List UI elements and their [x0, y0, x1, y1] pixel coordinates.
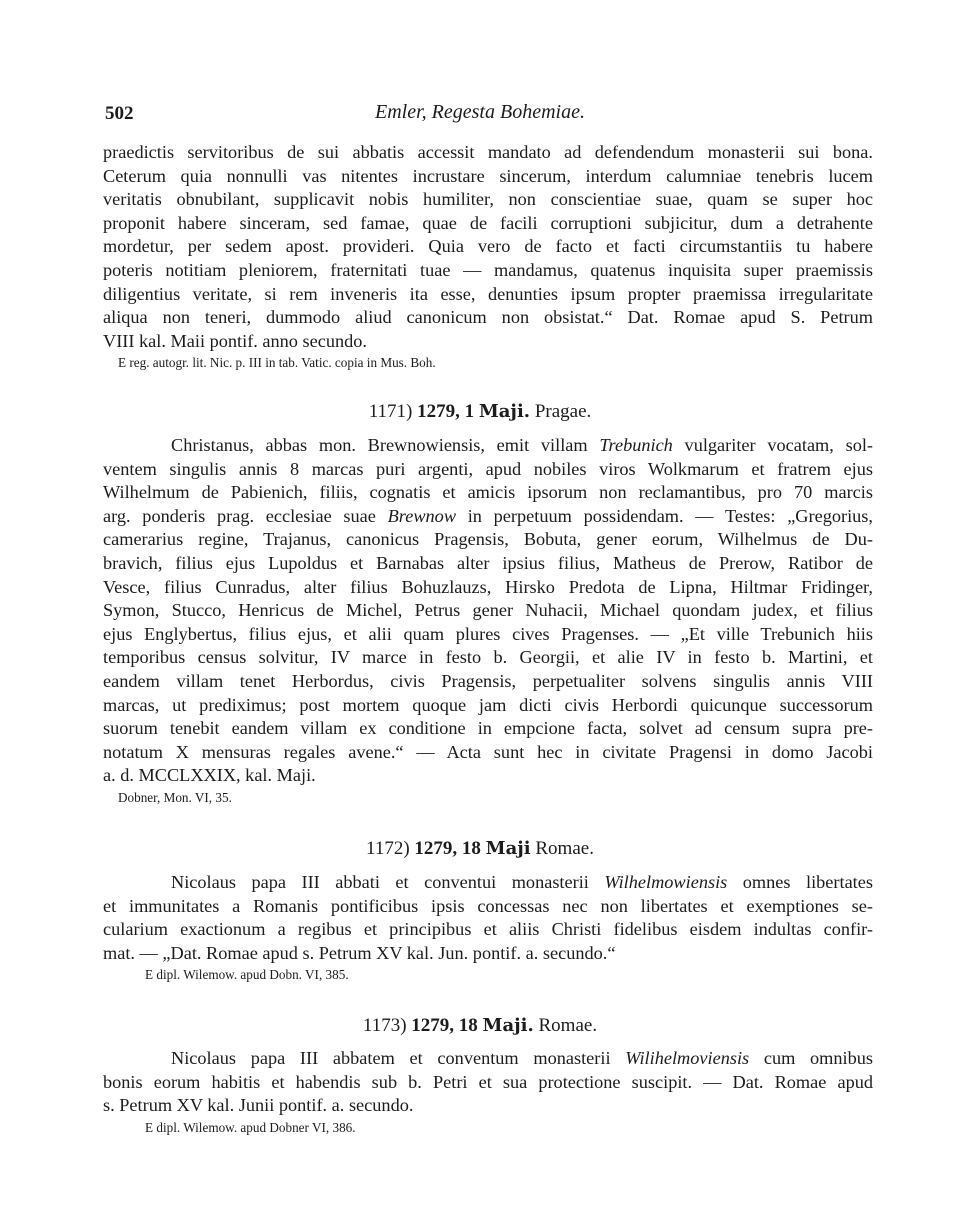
village-name: Trebunich — [599, 435, 673, 455]
text-line: bravich, filius ejus Lupoldus et Barnabas alter ipsius filius, Matheus de Prerow, Ratibor de — [103, 552, 873, 573]
entry-place: Pragae. — [534, 401, 592, 422]
text-line: diligentius veritate, si rem inveneris ita esse, denunties ipsum propter praemissa irregularitate — [103, 283, 873, 304]
entry-number: 1171) — [368, 401, 413, 422]
entry-heading-1172 — [0, 838, 960, 860]
entry-number: 1172) — [366, 838, 410, 859]
source-citation: E dipl. Wilemow. apud Dobner VI, 386. — [145, 1119, 356, 1135]
text-line: Christanus, abbas mon. Brewnowiensis, emit villam Trebunich vulgariter vocatam, sol- — [171, 435, 873, 455]
text-line: a. d. MCCLXXIX, kal. Maji. — [103, 765, 316, 786]
entry-body-1172 — [103, 871, 873, 984]
entry-date: 1279, 18 — [411, 1015, 478, 1036]
text-line: suorum tenebit eandem villam ex conditione in empcione facta, solvet ad censum supra pre- — [103, 718, 873, 739]
place-name: Brewnow — [387, 505, 457, 526]
text-line: eandem villam tenet Herbordus, civis Pragensis, perpetualiter solvens singulis annis VIII — [103, 670, 873, 691]
page-number: 502 — [105, 103, 134, 124]
entry-body-1171 — [103, 434, 873, 807]
source-citation: E reg. autogr. lit. Nic. p. III in tab. Vatic. copia in Mus. Boh. — [118, 355, 436, 371]
running-title: Emler, Regesta Bohemiae. — [375, 101, 585, 123]
text-line: aliqua non teneri, dummodo aliud canonicum non obsistat.“ Dat. Romae apud S. Petrum — [103, 307, 873, 328]
text-line: temporibus census solvitur, IV marce in festo b. Georgii, et alie IV in festo b. Martini, et — [103, 647, 873, 668]
entry-place: Romae. — [538, 1015, 598, 1036]
text-line: Nicolaus papa III abbati et conventui monasterii Wilhelmowiensis omnes libertates — [171, 872, 873, 892]
text-line: et immunitates a Romanis pontificibus ipsis concessas nec non libertates et exemptiones se- — [103, 895, 873, 916]
text-line: marcas, ut prediximus; post mortem quoque jam dicti civis Herbordi quicunque successorum — [103, 694, 873, 715]
entry-place: Romae. — [535, 838, 594, 859]
text-line: Wilhelmum de Pabienich, filiis, cognatis et amicis ipsorum non reclamantibus, pro 70 marcis — [103, 482, 873, 503]
text-line: praedictis servitoribus de sui abbatis accessit mandato ad defendendum monasterii sui bona. — [103, 142, 873, 162]
entry-heading-1171 — [0, 401, 960, 423]
text-line: notatum X mensuras regales avene.“ — Acta sunt hec in civitate Pragensi in domo Jacobi — [103, 741, 873, 762]
text-line: proponit habere sinceram, sed famae, quae de facili corruptioni subjicitur, dum a detrahente — [103, 212, 873, 233]
text-line: ventem singulis annis 8 marcas puri argenti, apud nobiles viros Wolkmarum et fratrem ejus — [103, 458, 873, 479]
text-line: bonis eorum habitis et habendis sub b. Petri et sua protectione suscipit. — Dat. Romae apud — [103, 1071, 873, 1092]
text-line: ejus Englybertus, filius ejus, et alii quam plures cives Pragenses. — „Et ville Trebunich hiis — [103, 623, 873, 644]
monastery-name: Wilihelmoviensis — [625, 1048, 750, 1068]
text-line: mat. — „Dat. Romae apud s. Petrum XV kal. Jun. pontif. a. secundo.“ — [103, 942, 616, 963]
entry-body-1173 — [103, 1047, 873, 1137]
entry-heading-1173 — [0, 1015, 960, 1037]
previous-entry-continuation — [103, 141, 873, 372]
text-line: Vesce, filius Cunradus, alter filius Bohuzlauzs, Hirsko Predota de Lipna, Hiltmar Fridinger, — [103, 576, 873, 597]
entry-date: 1279, 1 — [417, 401, 475, 422]
text-line: arg. ponderis prag. ecclesiae suae Brewnow in perpetuum possidendam. — Testes: „Gregorius, — [103, 505, 873, 526]
source-citation: Dobner, Mon. VI, 35. — [118, 789, 232, 805]
entry-date: 1279, 18 — [414, 838, 481, 859]
text-line: veritatis obnubilant, supplicavit nobis humiliter, non conscientiae suae, quam se super hoc — [103, 189, 873, 210]
text-line: Symon, Stucco, Henricus de Michel, Petrus gener Nuhacii, Michael quondam judex, et filius — [103, 600, 873, 621]
entry-month: Maji — [485, 838, 531, 859]
text-line: Ceterum quia nonnulli vas nitentes incrustare sincerum, interdum calumniae tenebris lucem — [103, 165, 873, 186]
text-line: mordetur, per sedem apost. provideri. Quia vero de facto et facti circumstantiis tu habere — [103, 236, 873, 257]
entry-month: Maji. — [478, 401, 531, 422]
source-citation: E dipl. Wilemow. apud Dobn. VI, 385. — [145, 967, 349, 983]
text-line: poteris notitiam pleniorem, fraternitati tuae — mandamus, quatenus inquisita super praemissis — [103, 259, 873, 280]
text-line: Nicolaus papa III abbatem et conventum monasterii Wilihelmoviensis cum omnibus — [171, 1048, 874, 1068]
text-line: s. Petrum XV kal. Junii pontif. a. secundo. — [103, 1095, 414, 1116]
text-line: VIII kal. Maii pontif. anno secundo. — [103, 330, 367, 351]
text-line: cularium exactionum a regibus et principibus et aliis Christi fidelibus eisdem indultas confir- — [103, 919, 873, 940]
text-line: camerarius regine, Trajanus, canonicus Pragensis, Bobuta, gener eorum, Wilhelmus de Du- — [103, 529, 873, 550]
entry-month: Maji. — [482, 1015, 534, 1036]
entry-number: 1173) — [362, 1015, 407, 1036]
monastery-name: Wilhelmowiensis — [604, 872, 728, 892]
